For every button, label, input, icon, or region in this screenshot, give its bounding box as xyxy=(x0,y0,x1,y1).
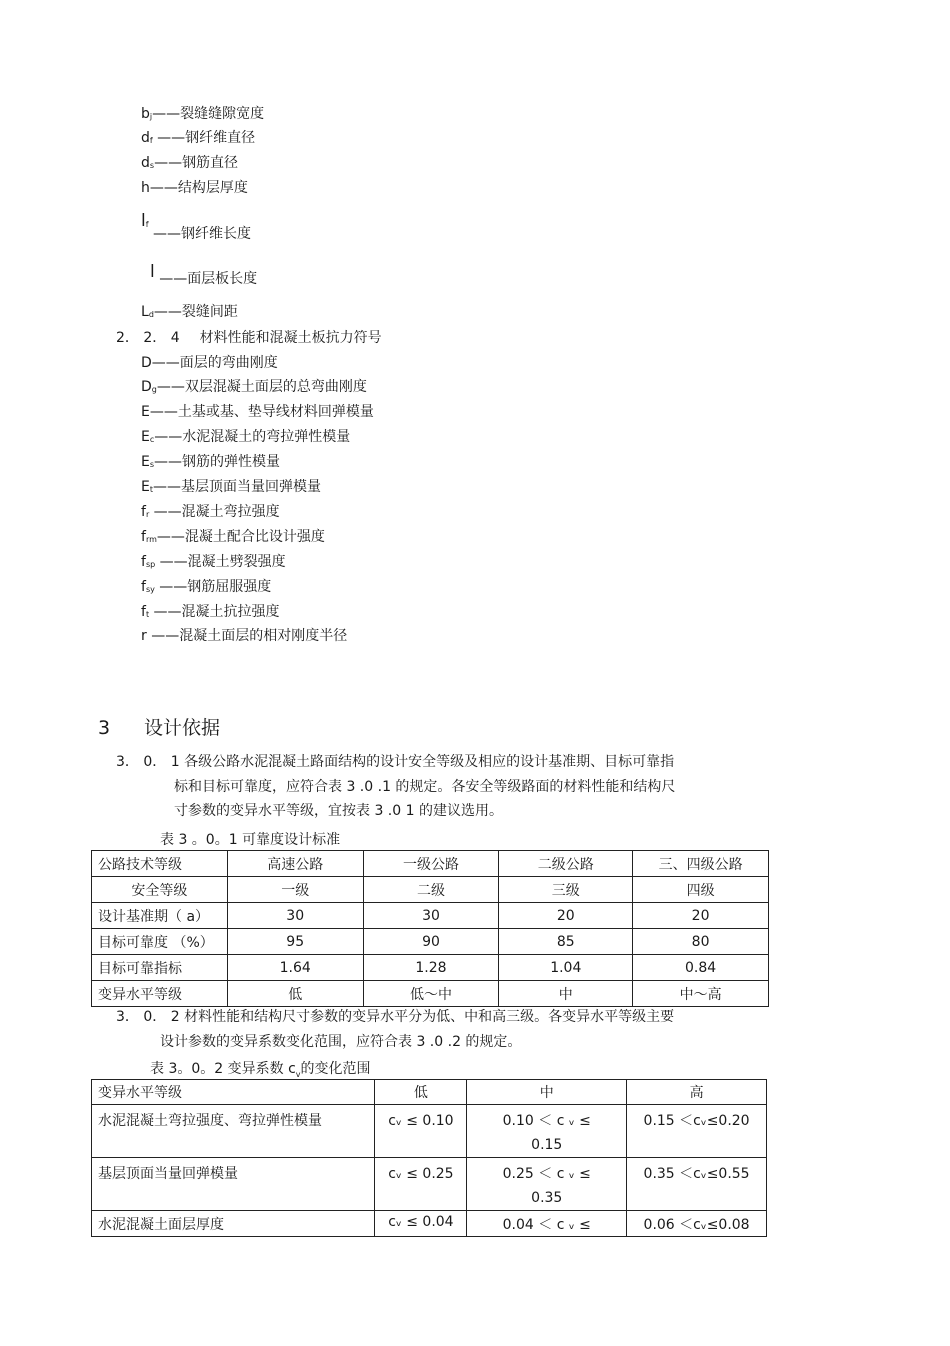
para-3-0-1-line3: 寸参数的变异水平等级，宜按表 3 .0 1 的建议选用。 xyxy=(174,803,503,819)
symbol-fr: $f_r$ ——混凝土弯拉强度 xyxy=(141,504,280,520)
table-cell: 1.04 xyxy=(499,955,633,981)
table-cell: 基层顶面当量回弹模量 xyxy=(92,1158,375,1211)
table-row xyxy=(92,1105,767,1158)
table-cell: 95 xyxy=(227,929,363,955)
symbol-frm: $f_{rm}——$混凝土配合比设计强度 xyxy=(141,529,325,545)
table-cell: 0.10 ＜ c ᵥ ≤ 0.15 xyxy=(467,1105,627,1158)
table-header-cell: 变异水平等级 xyxy=(92,1080,375,1105)
symbol-Dg: $D_g——$双层混凝土面层的总弯曲刚度 xyxy=(141,379,367,395)
table-cell: 设计基准期（ a） xyxy=(92,903,228,929)
table-cell: 90 xyxy=(363,929,499,955)
symbol-Es: $E_s——$钢筋的弹性模量 xyxy=(141,454,281,470)
symbol-ld: $L_d——$裂缝间距 xyxy=(141,304,238,320)
table-cell: 1.28 xyxy=(363,955,499,981)
table-header-cell: 一级公路 xyxy=(363,851,499,877)
symbol-Ec: $E_c——$水泥混凝土的弯拉弹性模量 xyxy=(141,429,351,445)
table-cell: 20 xyxy=(633,903,769,929)
symbol-df: $d_f$ ——钢纤维直径 xyxy=(141,130,256,146)
table-row xyxy=(92,955,769,981)
table-cell: 三级 xyxy=(499,877,633,903)
table-cell: cᵥ ≤ 0.04 xyxy=(375,1211,467,1237)
table-header-cell: 三、四级公路 xyxy=(633,851,769,877)
symbol-h: h——结构层厚度 xyxy=(141,180,248,196)
symbol-fsy: $f_{sy}$ ——钢筋屈服强度 xyxy=(141,579,272,595)
table-cell: 0.84 xyxy=(633,955,769,981)
table-cell: 安全等级 xyxy=(92,877,228,903)
para-3-0-2-line1: 3． 0． 2 材料性能和结构尺寸参数的变异水平分为低、中和高三级。各变异水平等级主要 xyxy=(116,1009,675,1025)
table-cell: 低～中 xyxy=(363,981,499,1007)
table-cell: 80 xyxy=(633,929,769,955)
table-cell: 中～高 xyxy=(633,981,769,1007)
symbol-r: r ——混凝土面层的相对刚度半径 xyxy=(141,628,348,644)
para-3-0-1-line2: 标和目标可靠度，应符合表 3 .0 .1 的规定。各安全等级路面的材料性能和结构尺 xyxy=(174,779,676,795)
chapter-3-heading: 3 设计依据 xyxy=(98,717,221,739)
table-cell: 二级 xyxy=(363,877,499,903)
table-header-row xyxy=(92,1080,767,1105)
para-3-0-1-line1: 3． 0． 1 各级公路水泥混凝土路面结构的设计安全等级及相应的设计基准期、目标可靠指 xyxy=(116,754,675,770)
table-cell: 中 xyxy=(499,981,633,1007)
table-cell: 目标可靠度 （%） xyxy=(92,929,228,955)
table-cell: 20 xyxy=(499,903,633,929)
symbol-ft: $f_t$ ——混凝土抗拉强度 xyxy=(141,604,280,620)
table-header-cell: 中 xyxy=(467,1080,627,1105)
table-header-cell: 高 xyxy=(627,1080,767,1105)
table-cell: 低 xyxy=(227,981,363,1007)
section-2-2-4-heading: 2． 2． 4 材料性能和混凝土板抗力符号 xyxy=(116,330,382,346)
symbol-l: l ——面层板长度 xyxy=(150,262,258,287)
table-cell: 0.25 ＜ c ᵥ ≤ 0.35 xyxy=(467,1158,627,1211)
table-cell: 1.64 xyxy=(227,955,363,981)
symbol-E: E——土基或基、垫导线材料回弹模量 xyxy=(141,404,374,420)
table-3-0-2-caption: 表 3。0。2 变异系数 $c_v$的变化范围 xyxy=(150,1061,371,1079)
table-row xyxy=(92,903,769,929)
table-cell: 水泥混凝土弯拉强度、弯拉弹性模量 xyxy=(92,1105,375,1158)
symbol-Et: $E_t——$基层顶面当量回弹模量 xyxy=(141,479,321,495)
table-cell: 一级 xyxy=(227,877,363,903)
table-cell: cᵥ ≤ 0.10 xyxy=(375,1105,467,1158)
table-header-cell: 低 xyxy=(375,1080,467,1105)
table-cell: 85 xyxy=(499,929,633,955)
table-3-0-1-caption: 表 3 。0。1 可靠度设计标准 xyxy=(160,832,341,848)
symbol-lf: $l_f$ ——钢纤维长度 xyxy=(141,211,252,242)
para-3-0-2-line2: 设计参数的变异系数变化范围，应符合表 3 .0 .2 的规定。 xyxy=(160,1034,522,1050)
table-header-cell: 高速公路 xyxy=(227,851,363,877)
table-cell: cᵥ ≤ 0.25 xyxy=(375,1158,467,1211)
symbol-fsp: $f_{sp}$ ——混凝土劈裂强度 xyxy=(141,554,286,570)
table-cell: 0.35 ＜cᵥ≤0.55 xyxy=(627,1158,767,1211)
table-cell: 四级 xyxy=(633,877,769,903)
symbol-ds: $d_s——$钢筋直径 xyxy=(141,155,239,171)
table-row xyxy=(92,1158,767,1211)
symbol-bj: $b_j——$裂缝缝隙宽度 xyxy=(141,106,265,122)
table-header-cell: 公路技术等级 xyxy=(92,851,228,877)
table-cell: 0.04 ＜ c ᵥ ≤ xyxy=(467,1211,627,1237)
table-row xyxy=(92,981,769,1007)
table-cell: 变异水平等级 xyxy=(92,981,228,1007)
table-header-row xyxy=(92,851,769,877)
table-cell: 30 xyxy=(227,903,363,929)
symbol-D: D——面层的弯曲刚度 xyxy=(141,355,278,371)
table-row xyxy=(92,1211,767,1237)
table-cell: 0.06 ＜cᵥ≤0.08 xyxy=(627,1211,767,1237)
table-cell: 水泥混凝土面层厚度 xyxy=(92,1211,375,1237)
table-3-0-1 xyxy=(91,850,769,1007)
table-cell: 30 xyxy=(363,903,499,929)
table-row xyxy=(92,877,769,903)
table-cell: 0.15 ＜cᵥ≤0.20 xyxy=(627,1105,767,1158)
table-3-0-2 xyxy=(91,1079,767,1237)
table-cell: 目标可靠指标 xyxy=(92,955,228,981)
table-row xyxy=(92,929,769,955)
table-header-cell: 二级公路 xyxy=(499,851,633,877)
